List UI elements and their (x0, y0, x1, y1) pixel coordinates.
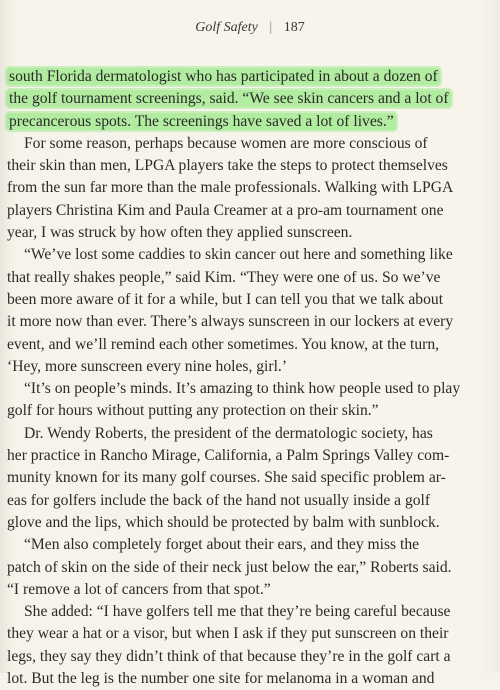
text-line (7, 155, 487, 177)
text-line (7, 557, 487, 579)
text-line (7, 623, 487, 645)
text-line-content: year, I was struck by how often they applied sunscreen. (7, 224, 353, 242)
text-line (7, 646, 487, 668)
text-line-content: precancerous spots. The screenings have saved a lot of lives.” (9, 112, 394, 130)
text-line-content: event, and we’ll remind each other sometimes. You know, at the turn, (7, 335, 440, 353)
page-number: 187 (283, 20, 305, 35)
text-line-content: patch of skin on the side of their neck just below the ear,” Roberts said. (7, 558, 452, 576)
text-line-content: legs, they say they didn’t think of that because they’re in the golf cart a (7, 647, 451, 665)
text-line-content: For some reason, perhaps because women are more conscious of (24, 134, 428, 152)
header-separator: | (269, 20, 273, 35)
text-line (7, 579, 487, 601)
highlighted-text-line (7, 88, 487, 110)
text-line-content: that really shakes people,” said Kim. “They were one of us. So we’ve (7, 268, 441, 286)
text-line (7, 311, 487, 333)
text-line-content: they wear a hat or a visor, but when I ask if they put sunscreen on their (7, 625, 449, 643)
text-line-content: from the sun far more than the male professionals. Walking with LPGA (7, 179, 454, 197)
text-line (7, 534, 487, 556)
text-line-content: their skin than men, LPGA players take the steps to protect themselves (7, 157, 448, 175)
text-line-content: golf for hours without putting any protection on their skin.” (7, 402, 379, 420)
text-line (7, 400, 487, 422)
text-line (7, 445, 487, 467)
text-line (7, 512, 487, 534)
text-line-content: “Men also completely forget about their ears, and they miss the (24, 536, 420, 554)
text-line-content: eas for golfers include the back of the hand not usually inside a golf (7, 491, 431, 509)
text-line (7, 244, 487, 266)
text-line-content: munity known for its many golf courses. She said specific problem ar- (7, 469, 446, 487)
text-line-content: the golf tournament screenings, said. “We see skin cancers and a lot of (9, 90, 449, 108)
text-line (7, 334, 487, 356)
highlighted-text-line (7, 66, 487, 88)
text-line (7, 200, 487, 222)
running-header (0, 20, 500, 36)
text-line (7, 423, 487, 445)
text-line (7, 177, 487, 199)
text-line-content: Dr. Wendy Roberts, the president of the dermatologic society, has (24, 424, 433, 442)
text-line (7, 267, 487, 289)
highlighted-text-line (7, 111, 487, 133)
text-line-content: her practice in Rancho Mirage, California, a Palm Springs Valley com- (7, 447, 450, 465)
text-line-content: “It’s on people’s minds. It’s amazing to think how people used to play (24, 380, 461, 398)
text-line-content: been more aware of it for a while, but I can tell you that we talk about (7, 290, 444, 308)
text-line-content: “We’ve lost some caddies to skin cancer out here and something like (24, 246, 453, 264)
text-line (7, 668, 487, 690)
text-line-content: south Florida dermatologist who has participated in about a dozen of (9, 68, 438, 85)
text-line-content: “I remove a lot of cancers from that spot.” (7, 580, 271, 598)
text-line-content: players Christina Kim and Paula Creamer at a pro-am tournament one (7, 201, 444, 219)
text-line (7, 222, 487, 244)
text-line (7, 289, 487, 311)
text-line-content: glove and the lips, which should be protected by balm with sunblock. (7, 513, 440, 531)
text-line (7, 356, 487, 378)
text-line-content: it more now than ever. There’s always sunscreen in our lockers at every (7, 313, 454, 331)
body-text (7, 66, 487, 690)
text-line-content: ‘Hey, more sunscreen every nine holes, girl.’ (7, 357, 288, 375)
text-line (7, 133, 487, 155)
text-line (7, 490, 487, 512)
text-line-content: She added: “I have golfers tell me that they’re being careful because (24, 603, 451, 621)
text-line (7, 467, 487, 489)
text-line-content: lot. But the leg is the number one site for melanoma in a woman and (7, 670, 435, 688)
text-line (7, 378, 487, 400)
text-line (7, 601, 487, 623)
running-header-title: Golf Safety (195, 20, 258, 35)
